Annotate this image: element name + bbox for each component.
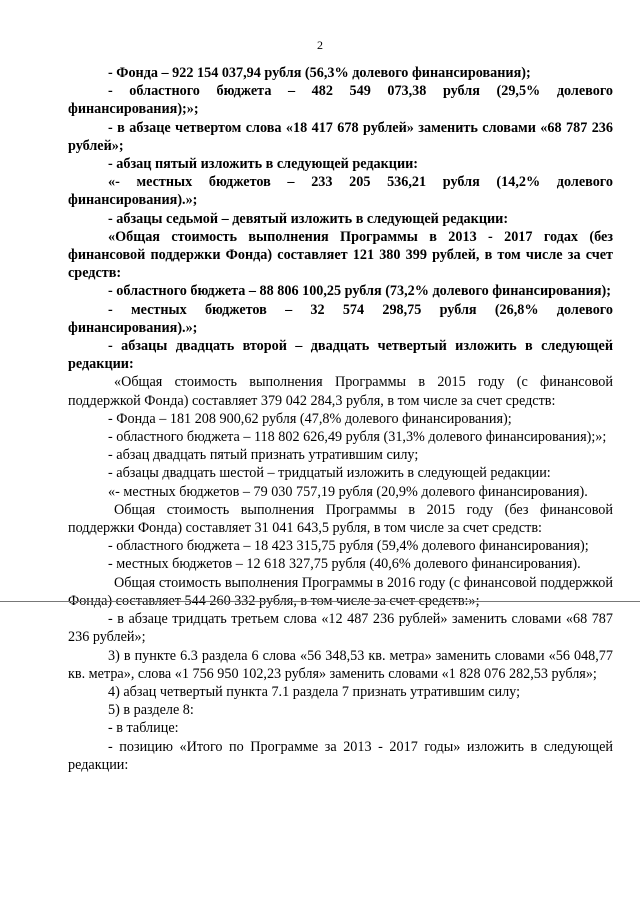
paragraph-fund-share: - Фонда – 922 154 037,94 рубля (56,3% долевого финансирования);: [108, 65, 531, 81]
horizontal-rule: [0, 601, 640, 602]
paragraph-regional-budget-share: - областного бюджета – 482 549 073,38 рубля (29,5% долевого финансирования);»;: [68, 83, 613, 118]
paragraph-total-2015-with-fund: «Общая стоимость выполнения Программы в 2015 году (с финансовой поддержкой Фонда) составляет 379 042 284,3 рубля, в том числе за счет средств:: [68, 374, 613, 409]
paragraph-local-budget-share: «- местных бюджетов – 233 205 536,21 рубля (14,2% долевого финансирования).»;: [68, 174, 613, 209]
paragraph-fifth-heading: - абзац пятый изложить в следующей редакции:: [108, 156, 419, 173]
paragraph-total-2015-without-fund: Общая стоимость выполнения Программы в 2015 году (без финансовой поддержки Фонда) составляет 31 041 643,5 рубля, в том числе за счет средств:: [68, 501, 613, 537]
paragraph-22-24-heading: - абзацы двадцать второй – двадцать четвертый изложить в следующей редакции:: [68, 338, 613, 373]
paragraph-amend-fourth: - в абзаце четвертом слова «18 417 678 рублей» заменить словами «68 787 236 рублей»;: [68, 119, 613, 154]
paragraph-fund-2015: - Фонда – 181 208 900,62 рубля (47,8% долевого финансирования);: [108, 410, 512, 427]
paragraph-total-position: - позицию «Итого по Программе за 2013 - 2017 годы» изложить в следующей редакции:: [68, 738, 613, 773]
paragraph-regional-2015-nofund: - областного бюджета – 18 423 315,75 рубля (59,4% долевого финансирования);: [108, 538, 589, 555]
paragraph-local-2013-2017: - местных бюджетов – 32 574 298,75 рубля (26,8% долевого финансирования).»;: [68, 301, 613, 336]
paragraph-seventh-ninth-heading: - абзацы седьмой – девятый изложить в следующей редакции:: [108, 210, 509, 227]
paragraph-regional-2013-2017: - областного бюджета – 88 806 100,25 рубля (73,2% долевого финансирования);: [108, 283, 611, 300]
paragraph-item-3: 3) в пункте 6.3 раздела 6 слова «56 348,53 кв. метра» заменить словами «56 048,77 кв. метра», слова «1 756 950 102,23 рубля» заменить словами «1 828 076 282,53 рубля»;: [68, 647, 613, 682]
paragraph-item-5: 5) в разделе 8:: [108, 702, 194, 719]
paragraph-local-2015: «- местных бюджетов – 79 030 757,19 рубля (20,9% долевого финансирования).: [108, 483, 588, 500]
paragraph-local-2015-nofund: - местных бюджетов – 12 618 327,75 рубля (40,6% долевого финансирования).: [108, 556, 581, 573]
paragraph-regional-2015: - областного бюджета – 118 802 626,49 рубля (31,3% долевого финансирования);»;: [108, 429, 607, 446]
paragraph-amend-33: - в абзаце тридцать третьем слова «12 487 236 рублей» заменить словами «68 787 236 рублей»;: [68, 611, 613, 646]
paragraph-25-void: - абзац двадцать пятый признать утратившим силу;: [108, 447, 419, 464]
paragraph-total-2016-with-fund: Общая стоимость выполнения Программы в 2016 году (с финансовой поддержкой Фонда) составляет 544 260 332 рубля, в том числе за счет средств:»;: [68, 574, 613, 609]
paragraph-26-30-heading: - абзацы двадцать шестой – тридцатый изложить в следующей редакции:: [108, 465, 551, 482]
paragraph-item-4: 4) абзац четвертый пункта 7.1 раздела 7 признать утратившим силу;: [108, 683, 521, 700]
paragraph-total-2013-2017: «Общая стоимость выполнения Программы в 2013 - 2017 годах (без финансовой поддержки Фонда) составляет 121 380 399 рублей, в том числе за счет средств:: [68, 228, 613, 282]
paragraph-in-table: - в таблице:: [108, 720, 179, 737]
document-body: [68, 64, 613, 774]
page-number: 2: [317, 38, 323, 52]
